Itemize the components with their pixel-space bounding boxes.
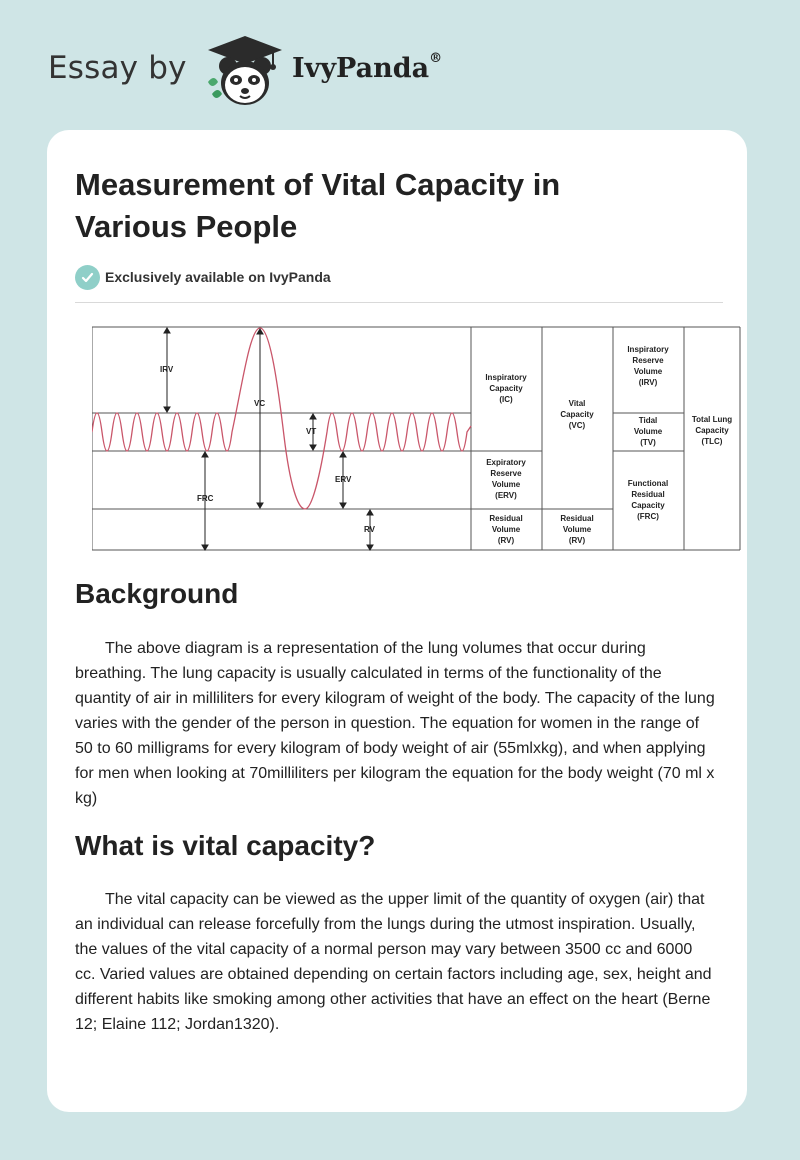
cell-line: Expiratory [486, 458, 526, 467]
section-paragraph: The vital capacity can be viewed as the upper limit of the quantity of oxygen (air) that an individual can release forcefully from the lungs during the utmost inspiration. Usually, the values of the vital capacity of a normal person may vary between 3500 cc and 6000 cc. Varied values are obtained depending on certain factors including age, sex, height and different habits like smoking among other activities that have an effect on the heart (Berne 12; Elaine 112; Jordan1320). [75, 891, 712, 1033]
cell-tlc [692, 415, 732, 446]
cell-line: (IRV) [638, 378, 658, 387]
cell-line: Functional [627, 479, 669, 488]
label-vc: VC [254, 399, 266, 408]
label-frc: FRC [197, 494, 214, 503]
section-heading: Background [75, 578, 239, 609]
article-card [47, 130, 747, 1112]
divider [75, 302, 723, 303]
cell-line: Capacity [631, 501, 665, 510]
breathing-wave [92, 328, 471, 509]
cell-irv [627, 345, 669, 387]
cell-line: (TLC) [701, 437, 723, 446]
panda-logo-icon[interactable] [200, 34, 290, 110]
cell-line: Inspiratory [627, 345, 669, 354]
registered-mark: ® [429, 51, 443, 66]
cell-line: (IC) [499, 395, 513, 404]
cell-line: Reserve [632, 356, 664, 365]
cell-rv-1 [489, 514, 522, 545]
cell-line: (TV) [640, 438, 656, 447]
check-icon [75, 265, 100, 290]
cell-line: (RV) [497, 536, 515, 545]
cell-rv-2 [560, 514, 593, 545]
cell-line: (FRC) [637, 512, 659, 521]
cell-line: Vital [568, 399, 586, 408]
cell-ic [485, 373, 527, 404]
cell-erv [486, 458, 526, 500]
label-irv: IRV [160, 365, 174, 374]
cell-line: Residual [560, 514, 594, 523]
cell-line: Capacity [560, 410, 594, 419]
cell-line: Reserve [490, 469, 522, 478]
cell-line: Volume [491, 525, 521, 534]
cell-line: Inspiratory [485, 373, 527, 382]
exclusive-text: Exclusively available on IvyPanda [105, 269, 331, 285]
section-paragraph: The above diagram is a representation of the lung volumes that occur during breathing. The lung capacity is usually calculated in terms of the functionality of the quantity of air in milliliters for every kilogram of weight of the body. The capacity of the lung varies with the gender of the person in question. The equation for women in the range of 50 to 60 milligrams for every kilogram of body weight of air (55mlxkg), and when applying for men when looking at 70milliliters per kilogram the equation for the body weight (70 ml x kg) [75, 640, 715, 807]
exclusive-badge [75, 264, 331, 290]
cell-line: Volume [491, 480, 521, 489]
section-heading: What is vital capacity? [75, 830, 376, 861]
brand-name[interactable]: IvyPanda® [292, 51, 443, 84]
label-vt: VT [306, 427, 317, 436]
cell-line: Residual [489, 514, 523, 523]
site-header [0, 0, 800, 120]
cell-line: Volume [562, 525, 592, 534]
cell-line: (VC) [568, 421, 586, 430]
cell-vc [560, 399, 594, 430]
cell-frc [628, 479, 668, 521]
label-erv: ERV [335, 475, 352, 484]
page-title: Measurement of Vital Capacity in Various People [75, 167, 561, 244]
label-rv: RV [364, 525, 375, 534]
cell-line: Residual [631, 490, 665, 499]
essay-by-label: Essay by [48, 50, 187, 86]
cell-line: (ERV) [495, 491, 517, 500]
cell-line: Total Lung [691, 415, 733, 424]
cell-tv [634, 416, 663, 447]
lung-volume-diagram [92, 326, 742, 552]
cell-line: Volume [633, 427, 663, 436]
cell-line: Capacity [489, 384, 523, 393]
cell-line: Capacity [695, 426, 729, 435]
cell-line: (RV) [568, 536, 586, 545]
cell-line: Tidal [638, 416, 658, 425]
cell-line: Volume [633, 367, 663, 376]
